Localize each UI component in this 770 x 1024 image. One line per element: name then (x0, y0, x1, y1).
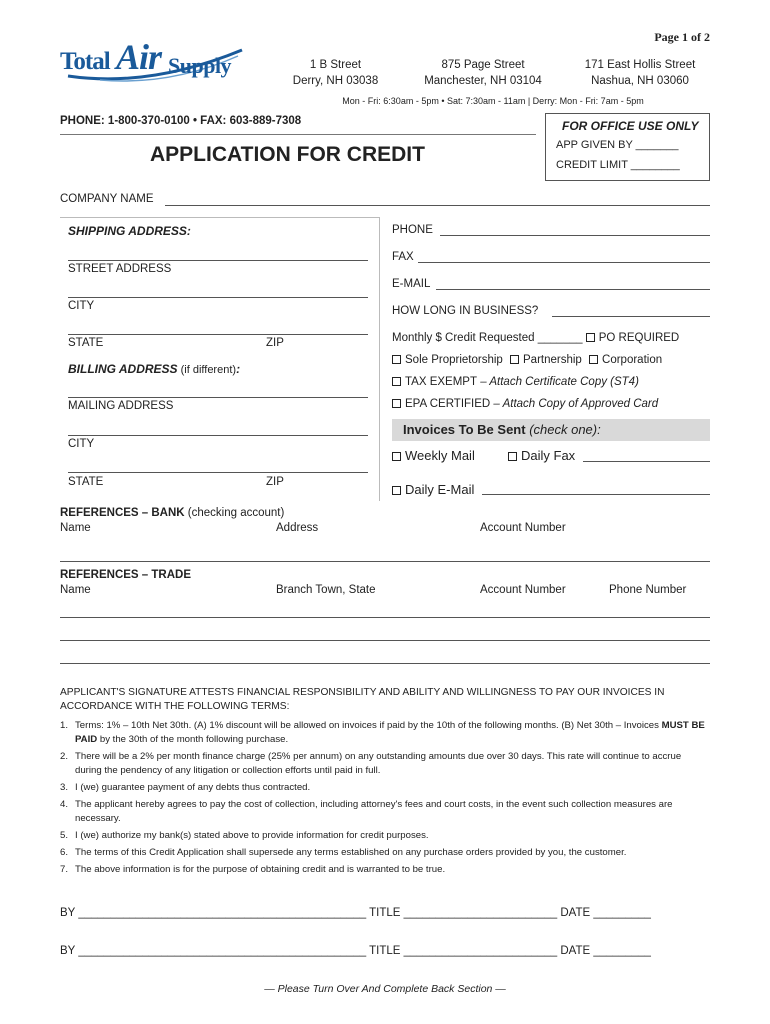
fax-field[interactable] (418, 262, 710, 263)
trade-ref-line-2[interactable] (60, 640, 710, 641)
credit-limit: CREDIT LIMIT ________ (556, 159, 680, 171)
location-city: Nashua, NH 03060 (591, 75, 689, 87)
tax-exempt-checkbox[interactable] (392, 377, 401, 386)
location-street: 1 B Street (309, 59, 362, 71)
term-item (60, 829, 710, 843)
logo-air: Air (116, 37, 162, 77)
term-text: I (we) authorize my bank(s) stated above to provide information for credit purposes. (75, 830, 429, 841)
term-text-end: by the 30th of the month following purchase. (97, 734, 289, 745)
trade-col-phone: Phone Number (609, 584, 687, 596)
logo-supply: Supply (168, 53, 232, 78)
location-manchester (408, 57, 558, 89)
term-text: There will be a 2% per month finance charge (25% per annum) on any outstanding amounts due over 30 days. This rate will continue to accrue during the pendency of any litigation or collection efforts until paid in full. (75, 751, 682, 776)
epa-checkbox[interactable] (392, 399, 401, 408)
shipping-city-field[interactable] (68, 334, 368, 335)
term-item (60, 719, 710, 747)
sole-label: Sole Proprietorship (405, 354, 503, 366)
term-item (60, 846, 710, 860)
date-label[interactable]: DATE _________ (560, 945, 651, 957)
phone-fax: PHONE: 1-800-370-0100 • FAX: 603-889-7308 (60, 115, 302, 127)
corporation-label: Corporation (602, 354, 663, 366)
sole-checkbox[interactable] (392, 355, 401, 364)
term-text: The terms of this Credit Application shall supersede any terms established on any purchase orders provided by you, the customer. (75, 847, 627, 858)
title-label[interactable]: TITLE ________________________ (369, 945, 558, 957)
term-number: 5. (60, 830, 69, 841)
location-street: 875 Page Street (441, 59, 525, 71)
daily-email-field[interactable] (482, 494, 710, 495)
bank-col-name: Name (60, 522, 91, 534)
term-text: The above information is for the purpose of obtaining credit and is warranted to be true. (75, 864, 446, 875)
billing-colon: : (236, 362, 241, 376)
weekly-mail-checkbox[interactable] (392, 452, 401, 461)
shipping-state-label: STATE (68, 337, 104, 349)
logo-total: Total (60, 48, 110, 75)
term-item (60, 750, 710, 778)
daily-email-label: Daily E-Mail (405, 482, 475, 497)
billing-city-label: CITY (68, 438, 95, 450)
credit-requested-row (392, 332, 679, 344)
header-divider (60, 134, 536, 135)
how-long-field[interactable] (552, 316, 710, 317)
billing-state-label: STATE (68, 476, 104, 488)
term-number: 3. (60, 782, 69, 793)
shipping-city-label: CITY (68, 300, 95, 312)
invoices-heading: Invoices To Be Sent (403, 422, 526, 437)
trade-col-branch: Branch Town, State (276, 584, 376, 596)
business-type-row (392, 354, 662, 366)
location-street: 171 East Hollis Street (584, 59, 696, 71)
billing-mailing-label: MAILING ADDRESS (68, 400, 174, 412)
billing-heading-row (68, 362, 240, 376)
trade-refs-heading: REFERENCES – TRADE (60, 569, 191, 581)
daily-fax-label: Daily Fax (521, 448, 576, 463)
daily-fax-field[interactable] (583, 461, 710, 462)
trade-ref-line-3[interactable] (60, 663, 710, 664)
daily-email-checkbox[interactable] (392, 486, 401, 495)
attestation-text: APPLICANT'S SIGNATURE ATTESTS FINANCIAL RESPONSIBILITY AND ABILITY AND WILLINGNESS TO PAY OUR INVOICES IN ACCORDANCE WITH THE FOLLOWING TERMS: (60, 687, 665, 712)
page-title: APPLICATION FOR CREDIT (150, 143, 425, 166)
billing-name-field[interactable] (68, 397, 368, 398)
shipping-zip-label: ZIP (266, 337, 284, 349)
epa-label: EPA CERTIFIED (405, 398, 491, 410)
tax-exempt-label: TAX EXEMPT (405, 376, 477, 388)
company-name-field[interactable] (165, 205, 710, 206)
invoice-email-option[interactable] (392, 482, 474, 497)
term-text: Terms: 1% – 10th Net 30th. (A) 1% discount will be allowed on invoices if paid by the 10th of the following months. (B) Net 30th – Invoices (75, 720, 662, 731)
bank-refs-note: (checking account) (184, 507, 285, 519)
date-label[interactable]: DATE _________ (560, 907, 651, 919)
signature-row-1 (60, 907, 651, 919)
phone-label: PHONE (392, 224, 433, 236)
term-item (60, 798, 710, 826)
shipping-name-field[interactable] (68, 260, 368, 261)
billing-mailing-field[interactable] (68, 435, 368, 436)
invoices-note: (check one): (525, 422, 601, 437)
term-text: I (we) guarantee payment of any debts thus contracted. (75, 782, 311, 793)
corporation-checkbox[interactable] (589, 355, 598, 364)
term-number: 7. (60, 864, 69, 875)
invoice-fax-option[interactable] (508, 448, 575, 463)
billing-zip-label: ZIP (266, 476, 284, 488)
terms-list (60, 719, 710, 880)
trade-col-account: Account Number (480, 584, 566, 596)
email-label: E-MAIL (392, 278, 431, 290)
trade-ref-line-1[interactable] (60, 617, 710, 618)
po-required-checkbox[interactable] (586, 333, 595, 342)
location-nashua (570, 57, 710, 89)
bank-refs-heading-row (60, 507, 284, 519)
shipping-street-label: STREET ADDRESS (68, 263, 172, 275)
store-hours: Mon - Fri: 6:30am - 5pm • Sat: 7:30am - 11am | Derry: Mon - Fri: 7am - 5pm (342, 96, 644, 106)
location-derry (278, 57, 393, 89)
bank-col-account: Account Number (480, 522, 566, 534)
footer-note: — Please Turn Over And Complete Back Section — (264, 983, 506, 995)
tax-exempt-row (392, 376, 639, 388)
app-given-by: APP GIVEN BY _______ (556, 139, 679, 151)
title-label[interactable]: TITLE ________________________ (369, 907, 558, 919)
billing-city-field[interactable] (68, 472, 368, 473)
email-field[interactable] (436, 289, 710, 290)
credit-requested-label: Monthly $ Credit Requested _______ (392, 332, 583, 344)
fax-label: FAX (392, 251, 414, 263)
epa-row (392, 398, 658, 410)
tax-exempt-note: – Attach Certificate Copy (ST4) (477, 376, 639, 388)
billing-heading: BILLING ADDRESS (68, 362, 178, 376)
by-label[interactable]: BY _____________________________________________ (60, 907, 367, 919)
term-text: The applicant hereby agrees to pay the cost of collection, including attorney's fees and court costs, in the event such collection measures are necessary. (75, 799, 673, 824)
billing-note: (if different) (177, 364, 237, 376)
trade-col-name: Name (60, 584, 91, 596)
location-city: Derry, NH 03038 (292, 75, 379, 87)
phone-field[interactable] (440, 235, 710, 236)
term-number: 4. (60, 799, 69, 810)
bank-ref-line[interactable] (60, 561, 710, 562)
page-number: Page 1 of 2 (654, 30, 710, 44)
term-emphasis: MUST BE PAID (75, 720, 705, 745)
location-city: Manchester, NH 03104 (424, 75, 542, 87)
epa-note: – Attach Copy of Approved Card (490, 398, 659, 410)
office-use-box (545, 113, 710, 181)
company-logo (60, 36, 250, 86)
how-long-label: HOW LONG IN BUSINESS? (392, 305, 539, 317)
invoices-heading-row (403, 422, 601, 437)
by-label[interactable]: BY _____________________________________________ (60, 945, 367, 957)
shipping-street-field[interactable] (68, 297, 368, 298)
invoice-weekly-option[interactable] (392, 448, 475, 463)
signature-row-2 (60, 945, 651, 957)
weekly-mail-label: Weekly Mail (405, 448, 475, 463)
shipping-heading: SHIPPING ADDRESS: (68, 224, 191, 238)
company-name-label: COMPANY NAME (60, 193, 154, 205)
term-number: 2. (60, 751, 69, 762)
bank-refs-heading: REFERENCES – BANK (60, 507, 185, 519)
partnership-checkbox[interactable] (510, 355, 519, 364)
term-number: 1. (60, 720, 69, 731)
term-item (60, 781, 710, 795)
office-use-heading: FOR OFFICE USE ONLY (562, 119, 699, 133)
daily-fax-checkbox[interactable] (508, 452, 517, 461)
partnership-label: Partnership (523, 354, 582, 366)
bank-col-address: Address (276, 522, 319, 534)
term-item (60, 863, 710, 877)
term-number: 6. (60, 847, 69, 858)
po-required-label: PO REQUIRED (598, 332, 680, 344)
